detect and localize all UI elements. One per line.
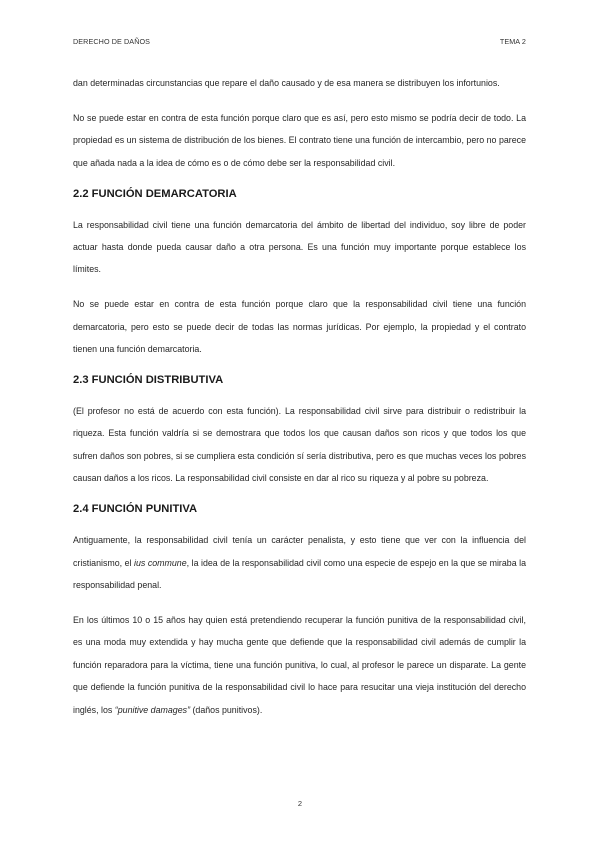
header-topic: TEMA 2 bbox=[499, 37, 526, 46]
paragraph-demarcatoria-definition: La responsabilidad civil tiene una función demarcatoria del ámbito de libertad del individuo, soy libre de poder actuar hasta donde pueda causar daño a otra persona. Es una función muy importante porque establece los límites. bbox=[73, 219, 526, 275]
heading-funcion-punitiva: 2.4 FUNCIÓN PUNITIVA bbox=[73, 503, 198, 516]
heading-funcion-distributiva: 2.3 FUNCIÓN DISTRIBUTIVA bbox=[73, 374, 224, 387]
paragraph-distribution-end: dan determinadas circunstancias que repare el daño causado y de esa manera se distribuyen los infortunios. bbox=[73, 78, 500, 88]
text-run: En los últimos 10 o 15 años hay quien está pretendiendo recuperar la función punitiva de la responsabilidad civil, es una moda muy extendida y hay mucha gente que defiende que la responsabilidad civil además de cumplir la función reparadora para la víctima, tiene una función punitiva, lo cual, al profesor le parece un disparate. La gente que defiende la función punitiva de la responsabilidad civil lo hace para resucitar una vieja institución del derecho inglés, los bbox=[73, 614, 526, 715]
paragraph-punitiva-current bbox=[73, 609, 526, 721]
page-body bbox=[73, 72, 526, 733]
text-run: (daños punitivos). bbox=[190, 704, 263, 715]
paragraph-distribution-critique: No se puede estar en contra de esta función porque claro que es así, pero esto mismo se podría decir de todo. La propiedad es un sistema de distribución de los bienes. El contrato tiene una función de intercambio, pero no parece que añada nada a la idea de cómo es o de cómo debe ser la responsabilidad civil. bbox=[73, 112, 526, 168]
header-course-title: DERECHO DE DAÑOS bbox=[73, 37, 151, 46]
paragraph-demarcatoria-critique: No se puede estar en contra de esta función porque claro que la responsabilidad civil tiene una función demarcatoria, pero esto se puede decir de todas las normas jurídicas. Por ejemplo, la propiedad y el contrato tienen una función demarcatoria. bbox=[73, 299, 526, 355]
text-run: , la idea de la responsabilidad civil como una especie de espejo en la que se miraba la responsabilidad penal. bbox=[73, 557, 526, 590]
text-run: Antiguamente, la responsabilidad civil tenía un carácter penalista, y esto tiene que ver con la influencia del cristianismo, el bbox=[73, 535, 526, 568]
paragraph-distributiva: (El profesor no está de acuerdo con esta función). La responsabilidad civil sirve para distribuir o redistribuir la riqueza. Esta función valdría si se demostrara que todos los que causan daños son ricos y que todos los que sufren daños son pobres, si se cumpliera esta condición sí sería distributiva, pero es que muchas veces los pobres causan daños a los ricos. La responsabilidad civil consiste en dar al rico su riqueza y al pobre su pobreza. bbox=[73, 406, 526, 484]
heading-funcion-demarcatoria: 2.2 FUNCIÓN DEMARCATORIA bbox=[73, 187, 237, 200]
italic-term-ius-commune: ius commune bbox=[134, 557, 187, 568]
italic-term-punitive-damages: “punitive damages” bbox=[114, 704, 191, 715]
paragraph-punitiva-history bbox=[73, 529, 526, 596]
page-number: 2 bbox=[297, 799, 303, 808]
